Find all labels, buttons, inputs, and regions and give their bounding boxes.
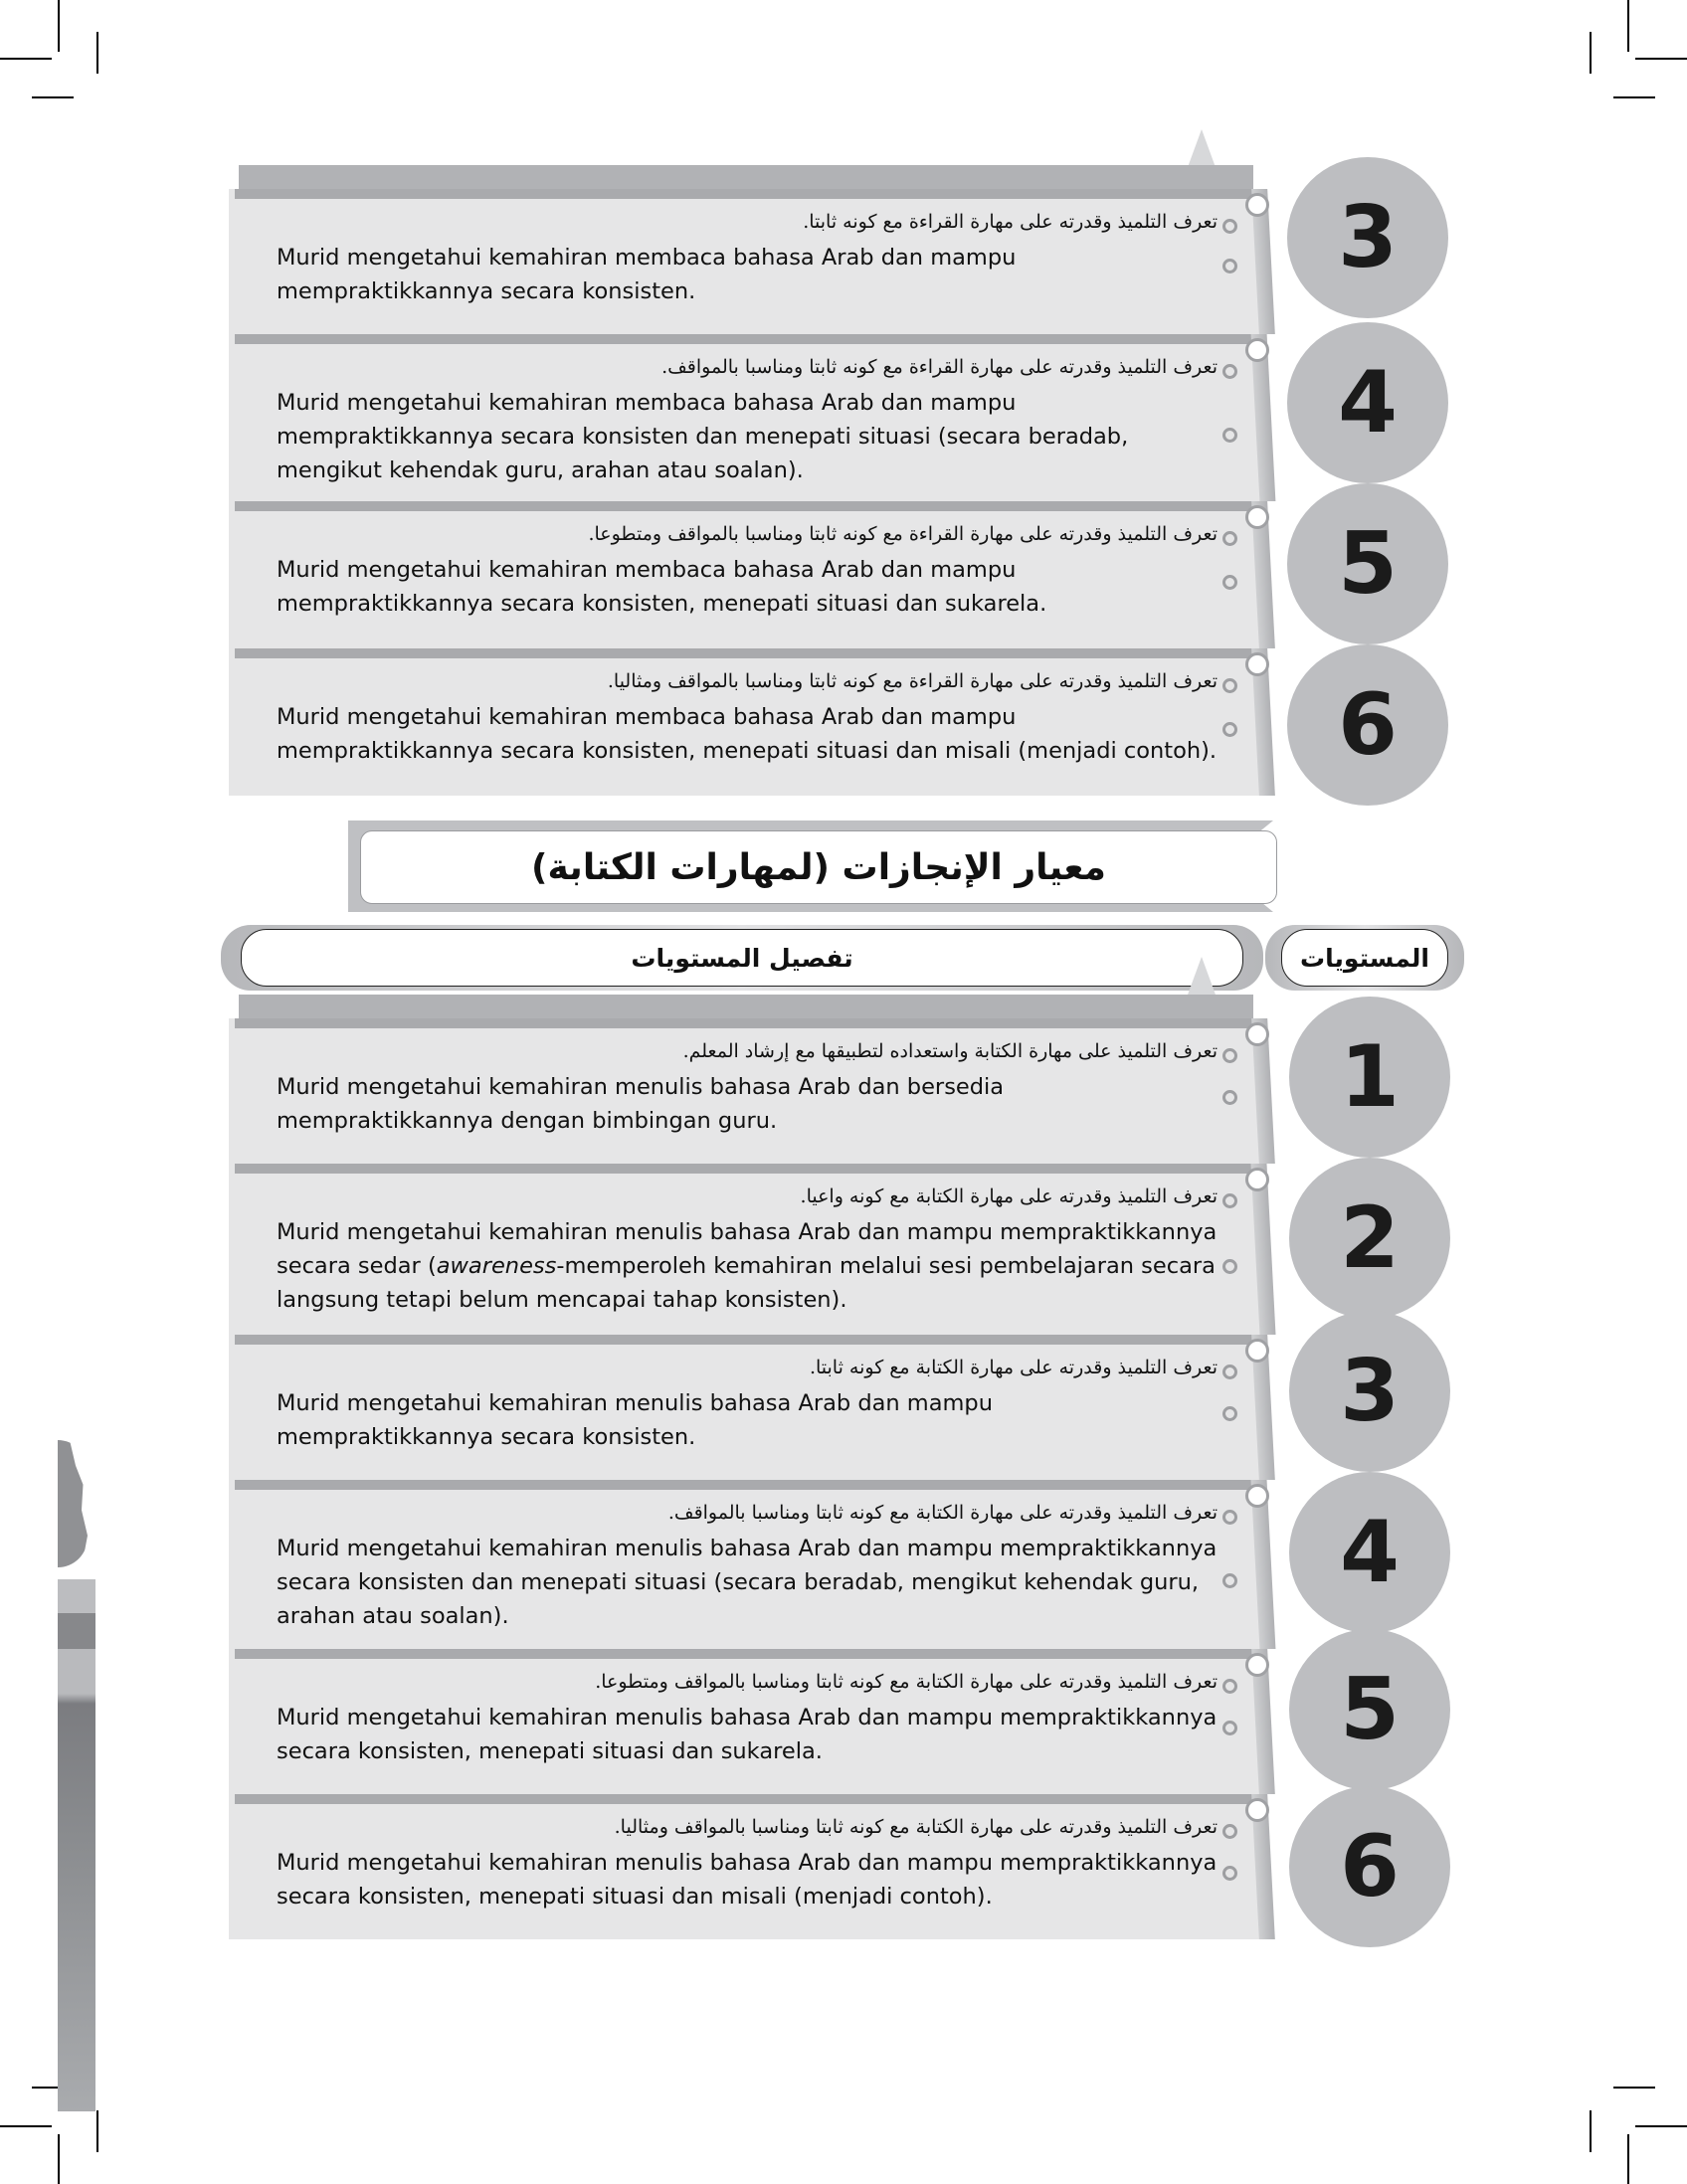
ring-icon (1245, 1339, 1269, 1363)
bullet-icon (1222, 1048, 1237, 1063)
crop-mark (0, 2125, 52, 2127)
bullet-icon (1222, 1259, 1237, 1274)
arabic-description: تعرف التلميذ وقدرته على مهارة القراءة مع كونه ثابتا ومناسبا بالمواقف ومتطوعا. (588, 523, 1218, 545)
title-box (360, 830, 1277, 904)
details-header (241, 929, 1243, 987)
bullet-icon (1222, 259, 1237, 273)
arabic-description: تعرف التلميذ على مهارة الكتابة واستعداده لتطبيقها مع إرشاد المعلم. (682, 1040, 1218, 1062)
side-bar-decoration (58, 1579, 95, 2111)
level-badge: 6 (1289, 1786, 1450, 1947)
writing-levels-section (229, 1018, 1492, 1939)
bullet-icon (1222, 1406, 1237, 1421)
ring-icon (1245, 1022, 1269, 1046)
malay-description: Murid mengetahui kemahiran menulis bahasa Arab dan mampu mempraktikkannya secara konsisten dan menepati situasi (secara beradab, mengikut kehendak guru, arahan atau soalan). (277, 1536, 1218, 1629)
level-row (229, 501, 1263, 648)
arabic-description: تعرف التلميذ وقدرته على مهارة الكتابة مع كونه ثابتا ومناسبا بالمواقف ومتطوعا. (595, 1671, 1218, 1693)
level-badge: 5 (1287, 483, 1448, 644)
crop-mark (1635, 2125, 1687, 2127)
bullet-icon (1222, 1365, 1237, 1379)
level-badge: 6 (1287, 644, 1448, 806)
ring-icon (1245, 1798, 1269, 1822)
malay-description: Murid mengetahui kemahiran menulis bahasa Arab dan mampu mempraktikkannya secara konsisten. (277, 1390, 993, 1450)
level-row (229, 334, 1263, 501)
level-badge: 3 (1287, 157, 1448, 318)
ring-icon (1245, 1484, 1269, 1508)
level-row (229, 1335, 1263, 1480)
crop-mark (32, 96, 74, 98)
crop-mark (1613, 2087, 1655, 2089)
ring-icon (1245, 338, 1269, 362)
details-header-label: تفصيل المستويات (631, 943, 853, 973)
bullet-icon (1222, 1824, 1237, 1839)
level-row (229, 1794, 1263, 1939)
ring-icon (1245, 1653, 1269, 1677)
level-row (229, 648, 1263, 796)
bullet-icon (1222, 1090, 1237, 1105)
arabic-description: تعرف التلميذ وقدرته على مهارة الكتابة مع كونه واعيا. (800, 1185, 1218, 1207)
level-row (229, 1649, 1263, 1794)
malay-description: Murid mengetahui kemahiran membaca bahasa Arab dan mampu mempraktikkannya secara konsisten. (277, 245, 1017, 304)
bullet-icon (1222, 531, 1237, 546)
crop-mark (1613, 96, 1655, 98)
malay-description: Murid mengetahui kemahiran menulis bahasa Arab dan bersedia mempraktikkannya dengan bimbingan guru. (277, 1074, 1005, 1134)
bullet-icon (1222, 364, 1237, 379)
crop-mark (1590, 32, 1592, 74)
level-row (229, 1164, 1263, 1335)
ring-icon (1245, 1168, 1269, 1191)
arabic-description: تعرف التلميذ وقدرته على مهارة القراءة مع كونه ثابتا. (803, 211, 1218, 233)
bullet-icon (1222, 678, 1237, 693)
bullet-icon (1222, 1193, 1237, 1208)
ring-icon (1245, 652, 1269, 676)
bullet-icon (1222, 1510, 1237, 1525)
malay-description: Murid mengetahui kemahiran menulis bahasa Arab dan mampu mempraktikkannya secara konsisten, menepati situasi dan sukarela. (277, 1705, 1218, 1764)
bullet-icon (1222, 219, 1237, 234)
bullet-icon (1222, 1573, 1237, 1588)
bullet-icon (1222, 1866, 1237, 1881)
level-badge: 4 (1287, 322, 1448, 483)
crop-mark (96, 2110, 98, 2152)
level-row (229, 189, 1263, 334)
malay-description: Murid mengetahui kemahiran membaca bahasa Arab dan mampu mempraktikkannya secara konsisten, menepati situasi dan sukarela. (277, 557, 1047, 617)
ring-icon (1245, 193, 1269, 217)
bullet-icon (1222, 428, 1237, 443)
level-row (229, 1480, 1263, 1649)
level-badge: 2 (1289, 1158, 1450, 1319)
arabic-description: تعرف التلميذ وقدرته على مهارة الكتابة مع كونه ثابتا ومناسبا بالمواقف. (667, 1502, 1218, 1524)
crop-mark (1590, 2110, 1592, 2152)
level-row (229, 1018, 1263, 1164)
malay-description: Murid mengetahui kemahiran membaca bahasa Arab dan mampu mempraktikkannya secara konsisten, menepati situasi dan misali (menjadi contoh). (277, 704, 1218, 764)
crop-mark (0, 58, 52, 60)
bullet-icon (1222, 1721, 1237, 1735)
levels-header-label: المستويات (1300, 943, 1429, 973)
ring-icon (1245, 505, 1269, 529)
malay-text: Murid mengetahui kemahiran menulis bahasa Arab dan mampu mempraktikkannya secara sedar ( (277, 1219, 1218, 1279)
crop-mark (1635, 58, 1687, 60)
arabic-description: تعرف التلميذ وقدرته على مهارة الكتابة مع كونه ثابتا ومناسبا بالمواقف ومثاليا. (614, 1816, 1218, 1838)
crop-mark (1627, 2134, 1629, 2184)
level-badge: 4 (1289, 1472, 1450, 1633)
malay-text: -memperoleh kemahiran melalui sesi pembelajaran secara langsung tetapi belum mencapai tahap konsisten). (277, 1253, 1216, 1313)
arabic-description: تعرف التلميذ وقدرته على مهارة الكتابة مع كونه ثابتا. (809, 1357, 1218, 1378)
level-badge: 5 (1289, 1629, 1450, 1790)
malay-italic-term: awareness (436, 1253, 557, 1279)
malay-description (229, 1207, 1263, 1335)
bullet-icon (1222, 722, 1237, 737)
crop-mark (1627, 0, 1629, 52)
crop-mark (96, 32, 98, 74)
malay-description: Murid mengetahui kemahiran membaca bahasa Arab dan mampu mempraktikkannya secara konsisten dan menepati situasi (secara beradab, mengikut kehendak guru, arahan atau soalan). (277, 390, 1129, 483)
side-tab-decoration (58, 1440, 88, 1567)
arabic-description: تعرف التلميذ وقدرته على مهارة القراءة مع كونه ثابتا ومناسبا بالمواقف ومثاليا. (607, 670, 1218, 692)
bullet-icon (1222, 575, 1237, 590)
level-badge: 1 (1289, 997, 1450, 1158)
crop-mark (58, 0, 60, 52)
level-badge: 3 (1289, 1311, 1450, 1472)
crop-mark (58, 2134, 60, 2184)
arabic-description: تعرف التلميذ وقدرته على مهارة القراءة مع كونه ثابتا ومناسبا بالمواقف. (661, 356, 1218, 378)
levels-header (1281, 929, 1448, 987)
malay-description: Murid mengetahui kemahiran menulis bahasa Arab dan mampu mempraktikkannya secara konsisten, menepati situasi dan misali (menjadi contoh). (277, 1850, 1218, 1910)
section-title: معيار الإنجازات (لمهارات الكتابة) (531, 846, 1106, 888)
bullet-icon (1222, 1679, 1237, 1694)
